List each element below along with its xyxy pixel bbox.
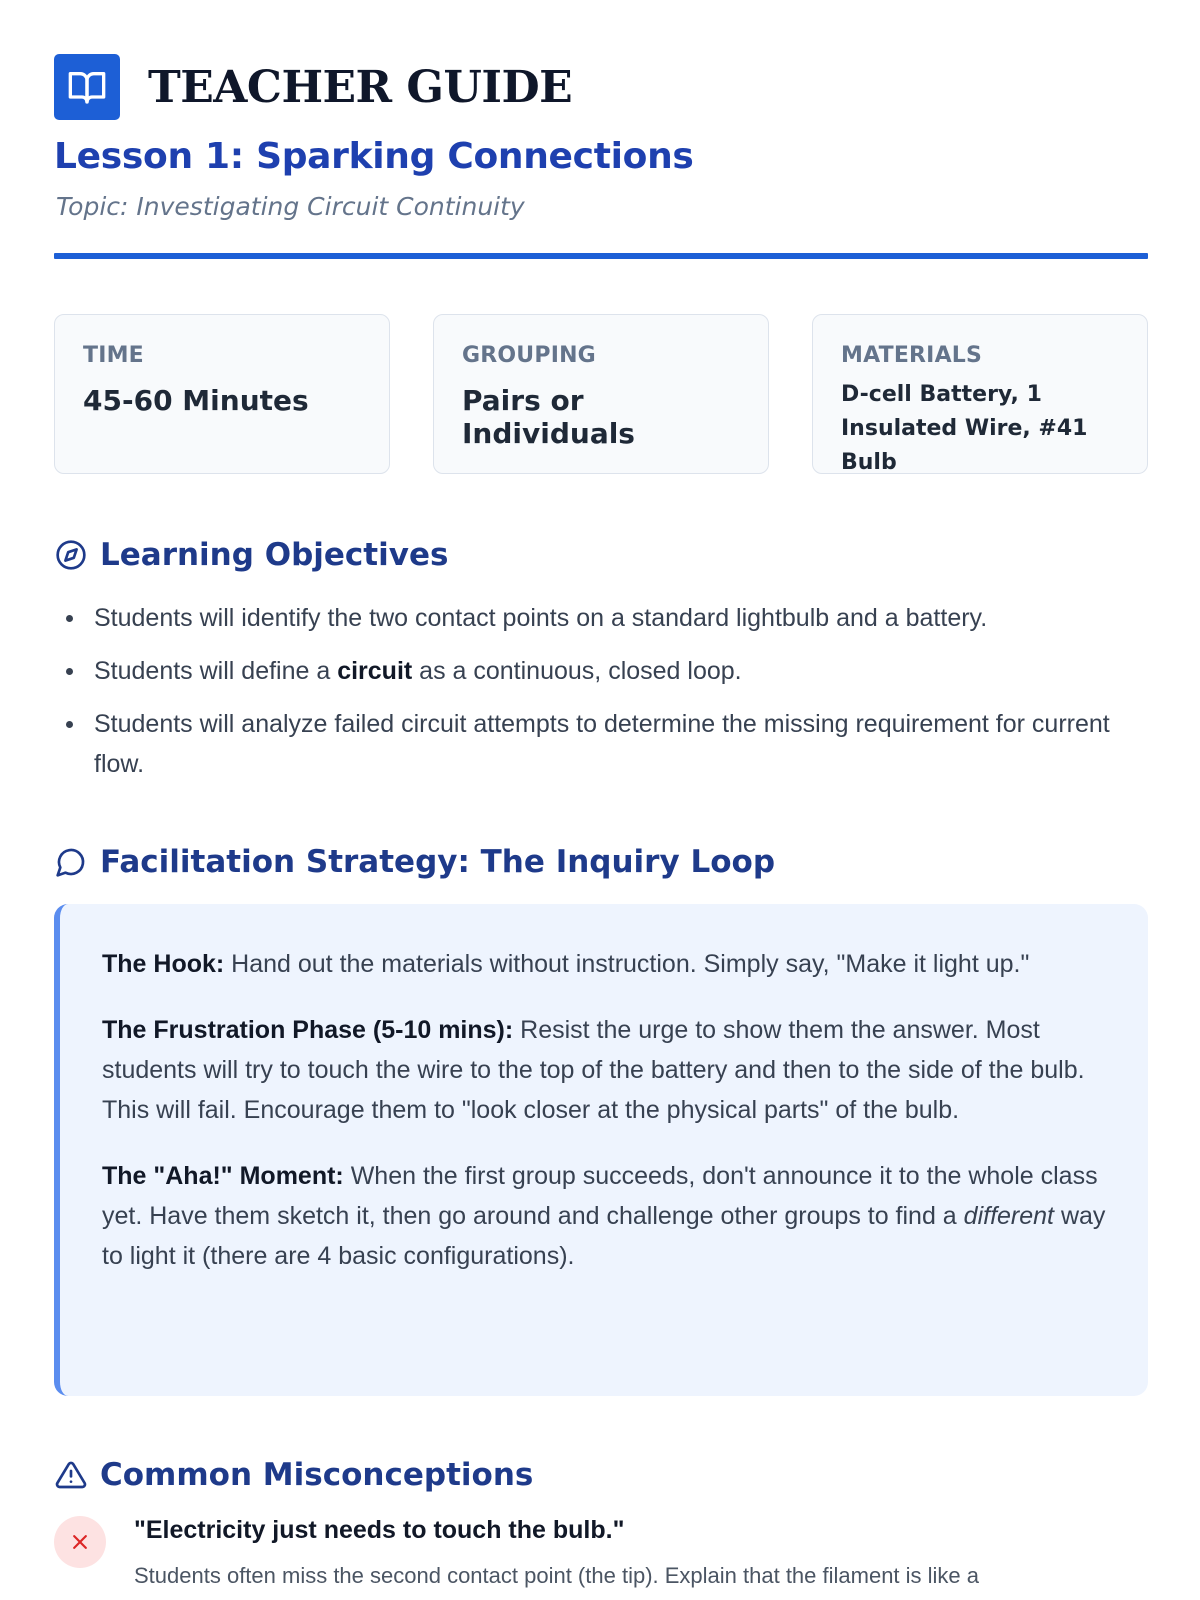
card-value: 45-60 Minutes	[83, 384, 309, 417]
objectives-heading	[54, 537, 448, 573]
strategy-paragraph	[102, 1156, 1108, 1276]
paragraph-emphasis: different	[963, 1202, 1055, 1230]
brand-row	[54, 54, 572, 120]
paragraph-lead: The Hook:	[102, 950, 225, 978]
grouping-card	[433, 314, 769, 474]
info-cards	[54, 314, 1148, 476]
lesson-title: Lesson 1: Sparking Connections	[54, 136, 694, 177]
strategy-callout	[54, 904, 1148, 1396]
misconceptions-heading	[54, 1457, 533, 1493]
materials-card	[812, 314, 1148, 474]
materials-line: D-cell Battery, 1	[841, 382, 1042, 407]
misconception-quote: "Electricity just needs to touch the bulb."	[134, 1516, 625, 1544]
objective-keyword: circuit	[337, 657, 413, 685]
objective-text: as a continuous, closed loop.	[412, 657, 742, 685]
list-item	[54, 651, 1148, 691]
header-divider	[54, 253, 1148, 259]
lesson-topic: Topic: Investigating Circuit Continuity	[56, 192, 525, 221]
paragraph-text: Resist the urge to show them the answer. Most students will try to touch the wire to the top of the battery and then to the side of the bulb. This will fail. Encourage them to "look closer at the physical parts" of the bulb.	[102, 1016, 1085, 1124]
materials-line: Insulated Wire, #41 Bulb	[841, 416, 1088, 475]
compass-icon	[54, 538, 88, 572]
strategy-heading	[54, 844, 775, 880]
time-card	[54, 314, 390, 474]
x-icon	[54, 1516, 106, 1568]
list-item	[54, 704, 1148, 784]
strategy-paragraph	[102, 1010, 1108, 1130]
card-label: TIME	[83, 343, 144, 368]
card-value	[841, 378, 1121, 480]
open-book-icon	[54, 54, 120, 120]
paragraph-text: Hand out the materials without instruction. Simply say, "Make it light up."	[224, 950, 1030, 978]
objective-text: Students will analyze failed circuit attempts to determine the missing requirement for current flow.	[94, 710, 1110, 778]
speech-bubble-icon	[54, 845, 88, 879]
section-title: Learning Objectives	[100, 537, 449, 573]
card-value: Pairs or Individuals	[462, 384, 635, 450]
paragraph-text: When the first group succeeds, don't announce it to the whole class yet. Have them sketch it, then go around and challenge other groups to find a	[102, 1162, 1098, 1230]
section-title: Common Misconceptions	[100, 1457, 534, 1493]
objective-text: Students will identify the two contact points on a standard lightbulb and a battery.	[94, 604, 988, 632]
objectives-list	[54, 598, 1148, 797]
paragraph-text: way to light it (there are 4 basic configurations).	[102, 1202, 1106, 1270]
list-item	[54, 598, 1148, 638]
strategy-paragraph	[102, 944, 1108, 984]
paragraph-lead: The "Aha!" Moment:	[102, 1162, 344, 1190]
paragraph-lead: The Frustration Phase (5-10 mins):	[102, 1016, 514, 1044]
brand-title: TEACHER GUIDE	[148, 61, 573, 113]
card-label: GROUPING	[462, 343, 596, 368]
misconception-description: Students often miss the second contact point (the tip). Explain that the filament is like a	[134, 1563, 980, 1588]
section-title: Facilitation Strategy: The Inquiry Loop	[100, 844, 776, 880]
objective-text: Students will define a	[94, 657, 338, 685]
warning-triangle-icon	[54, 1458, 88, 1492]
card-label: MATERIALS	[841, 343, 983, 368]
